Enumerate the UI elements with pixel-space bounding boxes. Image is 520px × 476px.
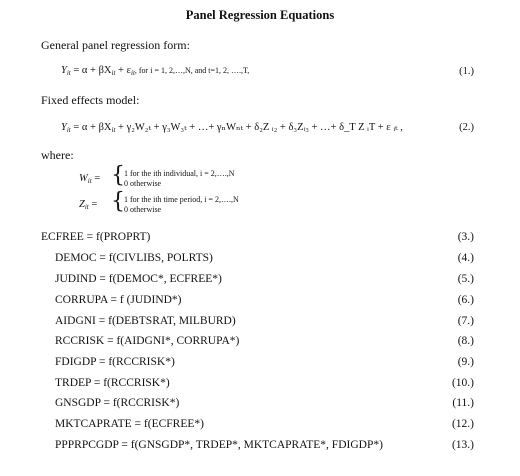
w-definition-lhs: $W_{it}$ = xyxy=(79,173,101,185)
equation-number-6: (6.) xyxy=(457,294,474,306)
equation-5: JUDIND = f(DEMOC*, ECFREE*) xyxy=(55,273,222,285)
equation-3: ECFREE = f(PROPRT) xyxy=(41,231,151,243)
equation-number-13: (13.) xyxy=(451,439,474,451)
equation-12: MKTCAPRATE = f(ECFREE*) xyxy=(55,418,204,430)
equation-number-7: (7.) xyxy=(457,315,474,327)
z-definition-lhs: $Z_{it}$ = xyxy=(79,199,98,211)
where-label: where: xyxy=(41,148,74,162)
equation-9: FDIGDP = f(RCCRISK*) xyxy=(55,356,175,368)
w-definition-line1: 1 for the ith individual, i = 2,….,N xyxy=(124,169,235,178)
fixed-effects-equation: $Y_{it} = \alpha + \beta X_{it} + \gamma_2W_{2t} + \gamma_3W_{3t}$ + …+ γₙWₙₜ + δ₂Z ᵢ₂ + δ₃Zᵢ₃ + …+ δ_T Z ᵢT + ε ᵢₜ , xyxy=(61,122,403,134)
general-equation: $Y_{it} = \alpha + \beta X_{it} + \varepsilon_{it}$, for i = 1, 2,…,N, and t=1, 2, ….,T, xyxy=(61,65,250,77)
w-brace: { xyxy=(111,163,125,188)
equation-number-3: (3.) xyxy=(457,231,474,243)
equation-number-11: (11.) xyxy=(452,397,474,409)
equation-8: RCCRISK = f(AIDGNI*, CORRUPA*) xyxy=(55,335,240,347)
w-definition-line2: 0 otherwise xyxy=(124,179,162,188)
equation-number-2: (2.) xyxy=(459,122,474,133)
general-eq-condition: , for i = 1, 2,…,N, and t=1, 2, ….,T, xyxy=(134,66,250,75)
equation-7: AIDGNI = f(DEBTSRAT, MILBURD) xyxy=(55,315,236,327)
equation-number-9: (9.) xyxy=(457,356,474,368)
z-definition-line2: 0 otherwise xyxy=(124,205,162,214)
general-eq-rhs: = α + βX xyxy=(73,65,112,76)
fixed-eq-text: = α + βX xyxy=(73,122,112,133)
general-form-label: General panel regression form: xyxy=(41,38,190,52)
equation-11: GNSGDP = f(RCCRISK*) xyxy=(55,397,180,409)
page-title: Panel Regression Equations xyxy=(185,8,335,22)
equation-number-5: (5.) xyxy=(457,273,474,285)
equation-13: PPPRPCGDP = f(GNSGDP*, TRDEP*, MKTCAPRATE*, FDIGDP*) xyxy=(55,439,383,451)
fixed-eq-terms: + γ₂W₂ₜ + γ₃W₃ₜ + …+ γₙWₙₜ + δ₂Z ᵢ₂ + δ₃Zᵢ₃ + …+ δ_T Z ᵢT + ε ᵢₜ , xyxy=(118,122,403,133)
general-eq-lhs: Y xyxy=(61,65,67,76)
equation-number-12: (12.) xyxy=(451,418,474,430)
equation-number-10: (10.) xyxy=(451,377,474,389)
z-definition-line1: 1 for the ith time period, i = 2,….,N xyxy=(124,195,239,204)
general-eq-eps: + ε xyxy=(118,65,131,76)
equation-10: TRDEP = f(RCCRISK*) xyxy=(55,377,170,389)
z-brace: { xyxy=(111,189,125,214)
equation-number-8: (8.) xyxy=(457,335,474,347)
fixed-effects-label: Fixed effects model: xyxy=(41,93,140,107)
equation-number-4: (4.) xyxy=(457,252,474,264)
equation-6: CORRUPA = f (JUDIND*) xyxy=(55,294,182,306)
equation-4: DEMOC = f(CIVLIBS, POLRTS) xyxy=(55,252,213,264)
equation-number-1: (1.) xyxy=(459,66,474,77)
